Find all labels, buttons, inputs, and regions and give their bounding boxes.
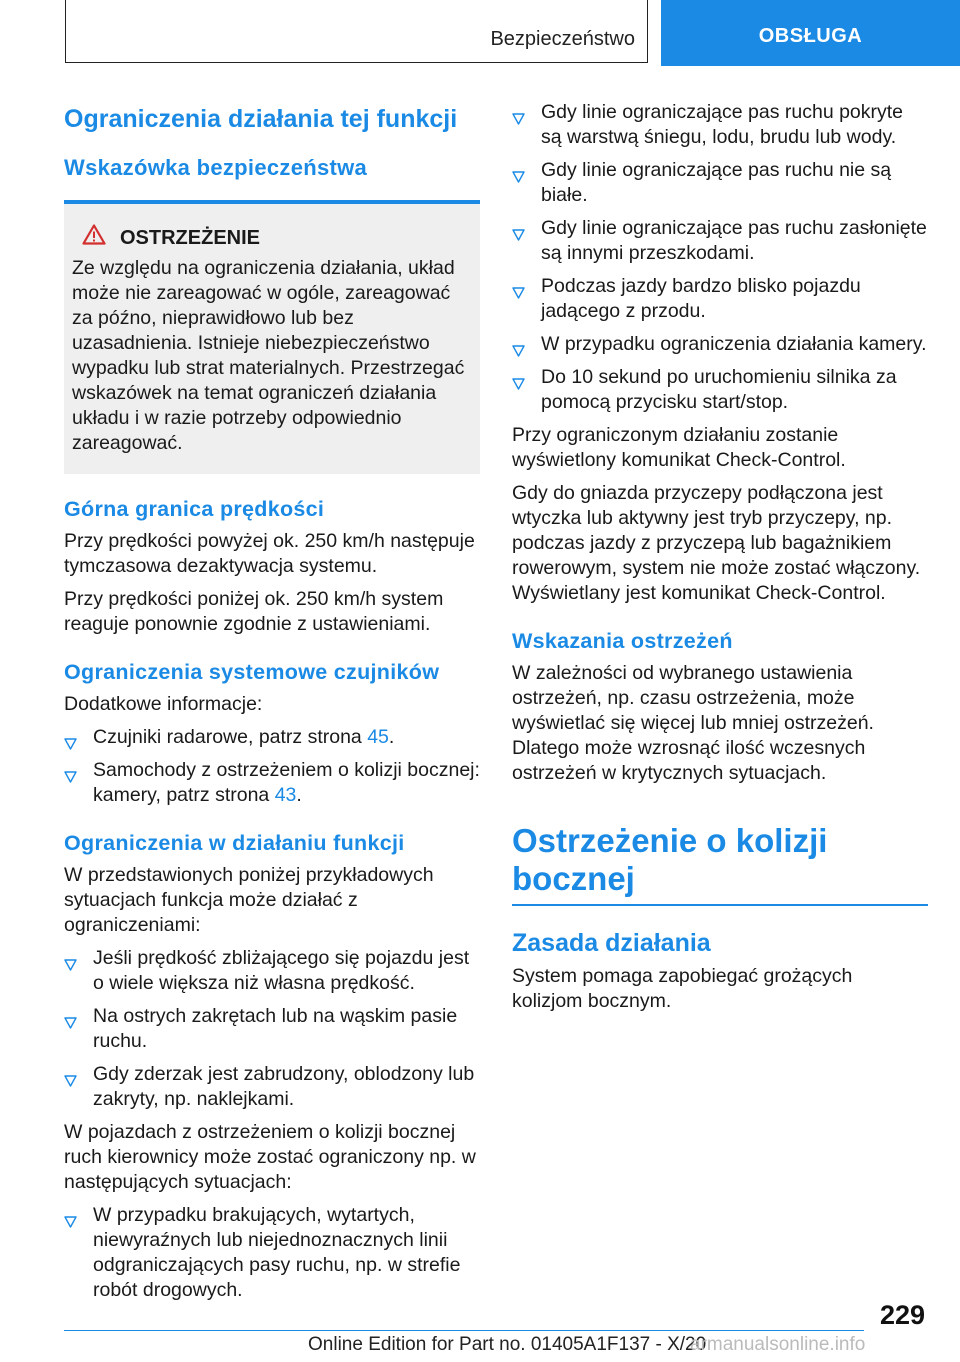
list-item	[512, 158, 928, 208]
list-item-text: Gdy linie ograniczające pas ruchu nie są białe.	[541, 159, 892, 206]
list-item	[512, 365, 928, 415]
warning-label: OSTRZEŻENIE	[120, 226, 261, 249]
list-item-tail: .	[388, 726, 395, 748]
list-item-text: Podczas jazdy bardzo blisko pojazdu jadącego z przodu.	[541, 275, 861, 322]
list-item	[512, 100, 928, 150]
list-item-text: W przypadku brakujących, wytartych, niewyraźnych lub niejednoznacznych linii odgraniczających pasy ruchu, np. w strefie robót drogowych.	[93, 1204, 461, 1301]
section-title: Ograniczenia działania tej funkcji	[64, 105, 458, 133]
speed-paragraph: Przy prędkości powyżej ok. 250 km/h następuje tymczasowa dezaktywacja systemu.	[64, 530, 475, 577]
triangle-bullet-icon	[64, 1069, 77, 1094]
function-limits-list	[64, 946, 480, 1112]
list-item	[64, 946, 480, 996]
list-item-text: Czujniki radarowe, patrz strona	[93, 726, 368, 748]
steering-paragraph: W pojazdach z ostrzeżeniem o kolizji bocznej ruch kierownicy może zostać ograniczony np. w następujących sytuacjach:	[64, 1121, 476, 1193]
list-item	[512, 332, 928, 357]
function-limits-heading: Ograniczenia w działaniu funkcji	[64, 831, 405, 855]
speed-heading: Górna granica prędkości	[64, 497, 325, 521]
conditions-list	[512, 100, 928, 415]
triangle-bullet-icon	[64, 1210, 77, 1235]
triangle-bullet-icon	[64, 1011, 77, 1036]
triangle-bullet-icon	[64, 732, 77, 757]
list-item	[64, 758, 480, 808]
triangle-bullet-icon	[512, 281, 525, 306]
header-tab-label: OBSŁUGA	[758, 24, 863, 47]
safety-heading: Wskazówka bezpieczeństwa	[64, 155, 368, 180]
warning-box	[64, 200, 480, 474]
triangle-bullet-icon	[512, 165, 525, 190]
header-tab[interactable]	[661, 0, 960, 66]
list-item-text: Do 10 sekund po uruchomieniu silnika za pomocą przycisku start/stop.	[541, 366, 897, 413]
list-item	[512, 274, 928, 324]
list-item	[64, 1004, 480, 1054]
list-item-text: Gdy linie ograniczające pas ruchu zasłonięte są innymi przeszkodami.	[541, 217, 927, 264]
list-item-text: Jeśli prędkość zbliżającego się pojazdu jest o wiele większa niż własna prędkość.	[93, 947, 470, 994]
right-column	[512, 100, 928, 1022]
header-section-title: Bezpieczeństwo	[490, 28, 635, 50]
check-control-paragraph: Przy ograniczonym działaniu zostanie wyświetlony komunikat Check-Control.	[512, 424, 846, 471]
triangle-bullet-icon	[512, 372, 525, 397]
triangle-bullet-icon	[64, 953, 77, 978]
page-link[interactable]: 45	[367, 726, 389, 748]
page-number: 229	[880, 1300, 926, 1330]
speed-paragraph: Przy prędkości poniżej ok. 250 km/h system reaguje ponownie zgodnie z ustawieniami.	[64, 588, 444, 635]
triangle-bullet-icon	[512, 223, 525, 248]
triangle-bullet-icon	[512, 339, 525, 364]
trailer-paragraph: Gdy do gniazda przyczepy podłączona jest wtyczka lub aktywny jest tryb przyczepy, np. podczas jazdy z przyczepą lub bagażnikiem rowerowym, system nie może zostać włączony. Wyświetlany jest komunikat Check-Control.	[512, 482, 921, 604]
list-item	[64, 725, 480, 750]
list-item-text: Gdy zderzak jest zabrudzony, oblodzony lub zakryty, np. naklejkami.	[93, 1063, 475, 1110]
footer-site-watermark: armanualsonline.info	[690, 1334, 866, 1355]
list-item	[64, 1203, 480, 1303]
triangle-bullet-icon	[512, 107, 525, 132]
page-link[interactable]: 43	[274, 784, 297, 806]
triangle-bullet-icon	[64, 765, 77, 790]
list-item	[512, 216, 928, 266]
warnings-text: W zależności od wybranego ustawienia ostrzeżeń, np. czasu ostrzeżenia, może wyświetlać się więcej lub mniej ostrzeżeń. Dlatego może wzrosnąć ilość wczesnych ostrzeżeń w krytycznych sytuacjach.	[512, 662, 874, 784]
sensors-intro: Dodatkowe informacje:	[64, 693, 263, 715]
warning-triangle-icon	[82, 224, 120, 252]
list-item-text: Samochody z ostrzeżeniem o kolizji bocznej: kamery, patrz strona	[93, 759, 480, 806]
warnings-heading: Wskazania ostrzeżeń	[512, 629, 733, 653]
sensors-heading: Ograniczenia systemowe czujników	[64, 660, 440, 684]
list-item-text: W przypadku ograniczenia działania kamery.	[541, 333, 927, 355]
footer-edition: Online Edition for Part no. 01405A1F137 - X/20	[308, 1334, 707, 1355]
left-column	[64, 100, 480, 1311]
list-item	[64, 1062, 480, 1112]
warning-text: Ze względu na ograniczenia działania, układ może nie zareagować w ogóle, zareagować za późno, nieprawidłowo lub bez uzasadnienia. Istnieje niebezpieczeństwo wypadku lub strat materialnych. Przestrzegać wskazówek na temat ograniczeń działania układu i w razie potrzeby odpowiednio zareagować.	[72, 257, 465, 454]
list-item-text: Na ostrych zakrętach lub na wąskim pasie ruchu.	[93, 1005, 458, 1052]
list-item-tail: .	[296, 784, 302, 806]
function-limits-intro: W przedstawionych poniżej przykładowych sytuacjach funkcja może działać z ograniczeniami:	[64, 864, 434, 936]
list-item-text: Gdy linie ograniczające pas ruchu pokryte są warstwą śniegu, lodu, brudu lub wody.	[541, 101, 904, 148]
footer-divider	[64, 1330, 864, 1331]
principle-text: System pomaga zapobiegać grożących kolizjom bocznym.	[512, 965, 853, 1012]
chapter-title: Ostrzeżenie o kolizji bocznej	[512, 822, 928, 906]
principle-heading: Zasada działania	[512, 929, 711, 957]
sensors-list	[64, 725, 480, 808]
warning-header	[72, 224, 470, 252]
steering-list	[64, 1203, 480, 1303]
